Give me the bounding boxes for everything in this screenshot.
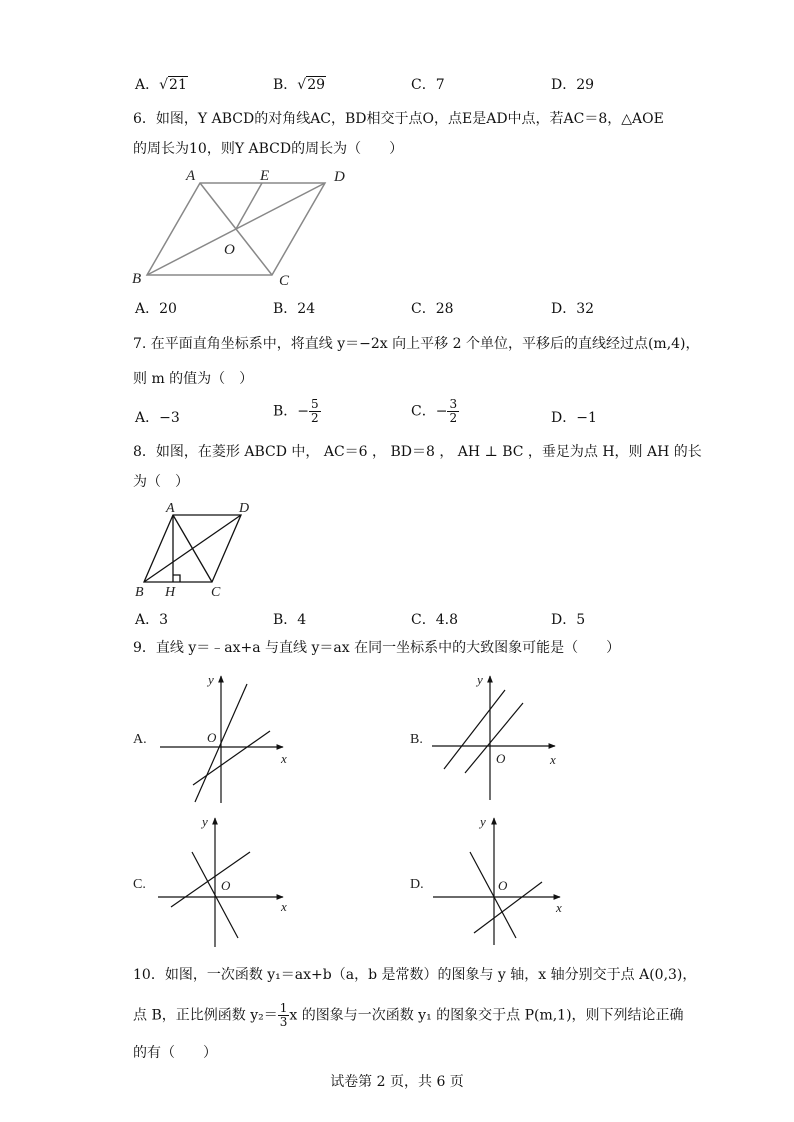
q6-point-b: B <box>132 271 142 287</box>
q6-option-c-value: 28 <box>435 301 454 317</box>
q5-option-c-label: C． <box>411 77 436 93</box>
q9-c-origin: O <box>221 878 231 893</box>
q7-option-a-label: A． <box>135 410 160 426</box>
q9-d-origin: O <box>498 878 508 893</box>
q7-option-d-value: −1 <box>576 410 597 426</box>
q9-graph-d <box>410 814 562 945</box>
q8-option-b-label: B． <box>273 612 298 628</box>
q9-a-label: A. <box>133 732 147 747</box>
q5-option-b-label: B． <box>273 77 298 93</box>
q9-stem: 9．直线 y＝﹣ax+a 与直线 y＝ax 在同一坐标系中的大致图象可能是（ ） <box>133 640 621 656</box>
q9-d-x-label: x <box>556 900 562 915</box>
q6-option-b-label: B． <box>273 301 298 317</box>
q6-stem-line1: 6．如图，Y ABCD的对角线AC，BD相交于点O，点E是AD中点，若AC＝8，△AOE <box>133 111 664 127</box>
q7-option-c-denominator: 2 <box>449 411 458 425</box>
q9-c-line-2 <box>171 852 250 907</box>
q10-stem-line1: 10．如图，一次函数 y₁＝ax+b（a，b 是常数）的图象与 y 轴，x 轴分别交于点 A(0,3)， <box>133 967 697 983</box>
q8-point-h: H <box>165 585 176 600</box>
q10-fraction <box>278 1002 290 1029</box>
q10-line2-end: x 的图象与一次函数 y₁ 的图象交于点 P(m,1)，则下列结论正确 <box>289 1007 684 1024</box>
q6-point-d: D <box>334 169 345 185</box>
q7-option-c-sign: − <box>435 403 448 420</box>
q8-option-b-value: 4 <box>297 612 307 628</box>
q8-option-d-label: D． <box>551 612 577 628</box>
q9-a-line-2 <box>193 731 270 785</box>
q8-point-a: A <box>166 501 175 516</box>
q9-c-label: C. <box>133 877 146 892</box>
q7-stem-line1: 7. 在平面直角坐标系中，将直线 y＝−2x 向上平移 2 个单位，平移后的直线经过点(m,4)， <box>133 336 700 352</box>
q9-d-label: D. <box>410 877 424 892</box>
q9-a-x-label: x <box>281 751 287 766</box>
q9-graph-a <box>133 672 287 803</box>
q6-point-a: A <box>186 168 196 184</box>
q6-option-b-value: 24 <box>297 301 316 317</box>
q9-b-y-label: y <box>477 672 483 687</box>
q8-option-a-label: A． <box>135 612 160 628</box>
q7-option-b-sign: − <box>297 403 310 420</box>
q7-option-c-label: C． <box>411 403 436 420</box>
q10-fraction-numerator: 1 <box>279 1001 288 1015</box>
q7-option-c-numerator: 3 <box>449 397 458 411</box>
q5-option-b-value: 29 <box>307 77 326 93</box>
q7-stem-line2: 则 m 的值为（ ） <box>133 371 254 387</box>
q8-stem-line1: 8．如图，在菱形 ABCD 中， AC＝6 ， BD＝8 ， AH ⊥ BC ，垂足为点 H，则 AH 的长 <box>133 444 702 460</box>
q10-stem-line2 <box>133 1002 684 1029</box>
q6-point-e: E <box>260 168 270 184</box>
q6-option-d-value: 32 <box>576 301 595 317</box>
q8-option-a-value: 3 <box>159 612 169 628</box>
q5-option-a-label: A． <box>135 77 160 93</box>
q9-b-x-label: x <box>550 752 556 767</box>
q9-d-y-label: y <box>480 814 486 829</box>
q8-option-c-label: C． <box>411 612 436 628</box>
q6-option-a-value: 20 <box>159 301 177 317</box>
q9-graph-b <box>410 672 556 800</box>
sqrt-symbol: √ <box>159 77 169 93</box>
q9-c-x-label: x <box>281 899 287 914</box>
page-footer: 试卷第 2 页，共 6 页 <box>330 1074 464 1090</box>
q5-option-c-value: 7 <box>435 77 445 93</box>
q8-stem-line2: 为（ ） <box>133 474 189 490</box>
q10-line2-start: 点 B，正比例函数 y₂＝ <box>133 1007 278 1024</box>
q6-option-c-label: C． <box>411 301 436 317</box>
q7-option-b-numerator: 5 <box>311 397 319 411</box>
q9-d-line-2 <box>474 882 542 933</box>
sqrt-symbol: √ <box>297 77 307 93</box>
q7-option-b-label: B． <box>273 403 298 420</box>
q5-option-d-label: D． <box>551 77 577 93</box>
q7-option-b-denominator: 2 <box>311 411 319 425</box>
q9-b-line-2 <box>465 703 523 773</box>
q9-c-y-label: y <box>202 814 208 829</box>
q6-point-c: C <box>279 273 290 289</box>
q6-option-a-label: A． <box>135 301 160 317</box>
q7-option-a-value: −3 <box>159 410 180 426</box>
q8-option-c-value: 4.8 <box>435 612 458 628</box>
q8-point-d: D <box>239 501 250 516</box>
q6-point-o: O <box>224 242 235 258</box>
q5-option-d-value: 29 <box>576 77 595 93</box>
q8-point-c: C <box>211 585 221 600</box>
q9-graph-c <box>133 814 287 947</box>
q7-option-d-label: D． <box>551 410 577 426</box>
q6-stem-line2: 的周长为10，则Y ABCD的周长为（ ） <box>133 141 404 157</box>
q10-fraction-denominator: 3 <box>279 1015 288 1029</box>
q10-stem-line3: 的有（ ） <box>133 1045 217 1061</box>
q8-option-d-value: 5 <box>576 612 586 628</box>
q9-d-line-1 <box>470 852 516 938</box>
q9-b-origin: O <box>496 751 506 766</box>
q8-point-b: B <box>135 585 144 600</box>
q9-a-y-label: y <box>208 672 214 687</box>
q5-option-a-value: 21 <box>169 77 187 93</box>
q9-a-origin: O <box>207 730 217 745</box>
q6-option-d-label: D． <box>551 301 577 317</box>
q9-b-label: B. <box>410 732 423 747</box>
